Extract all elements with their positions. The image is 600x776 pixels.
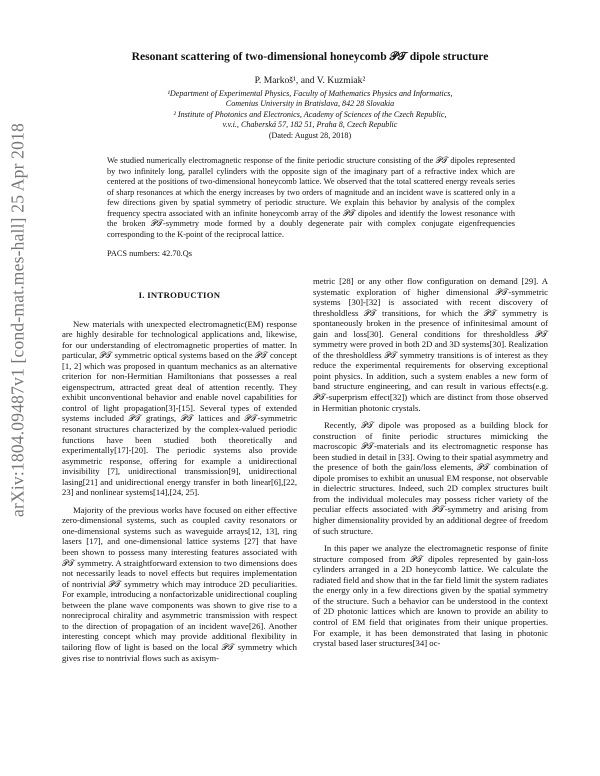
- paragraph: In this paper we analyze the electromagnetic response of finite structure composed from 𝒫𝒯 dipoles represented by gain-loss cylinders arranged in a 2D honeycomb lattice. We calculate the radiated field and show that in the far field limit the system radiates the energy only in a few directions given by the spatial symmetry of the structure. Such a behavior can be understood in the context of 2D photonic lattices which are known to provide an ability to control of EM field that originates from their unique properties. For example, it has been demonstrated that lasing in photonic crystal based laser structures[34] oc-: [313, 543, 548, 649]
- arxiv-sidebar: [4, 95, 32, 545]
- dated: (Dated: August 28, 2018): [268, 130, 352, 140]
- left-column: [62, 278, 297, 670]
- paragraph: Recently, 𝒫𝒯 dipole was proposed as a building block for construction of finite periodic structures mimicking the macroscopic 𝒫𝒯-materials and its electromagnetic response has been studied in detail in [33]. Owing to their spatial asymmetry and the presence of both the gain/loss elements, 𝒫𝒯 combination of dipole promises to exhibit an unusual EM response, not observable in dielectric structures. Indeed, such 2D complex structures built from the individual molecules may possess richer variety of the peculiar effects associated with 𝒫𝒯-symmetry and arising from higher dimensionality provided by an additional degree of freedom of such structure.: [313, 420, 548, 536]
- paper-title: Resonant scattering of two-dimensional honeycomb 𝒫𝒯 dipole structure: [131, 50, 489, 63]
- authors: P. Markoš¹, and V. Kuzmiak²: [254, 75, 366, 86]
- affiliation-line: ² Institute of Photonics and Electronics, Academy of Sciences of the Czech Republic,: [173, 109, 447, 119]
- affiliations: [60, 89, 560, 141]
- paragraph: metric [28] or any other flow configuration on demand [29]. A systematic exploration of higher dimensional 𝒫𝒯-symmetric systems [30]-[32] is associated with recent discovery of thresholdless 𝒫𝒯 transitions, for which the 𝒫𝒯 symmetry is spontaneously broken in the presence of infinitesimal amount of gain and loss[30]. General conditions for thresholdless 𝒫𝒯 symmetry were proved in both 2D and 3D systems[30]. Realization of the thresholdless 𝒫𝒯 symmetry transitions is of interest as they reduce the experimental requirements for observing exceptional point physics. In addition, such a system enables a new form of band structure engineering, and can result in various effects(e.g. 𝒫𝒯-superprism effect[32]) which are distinct from those observed in Hermitian photonic crystals.: [313, 276, 548, 413]
- right-column: [313, 276, 548, 656]
- pacs-numbers: PACS numbers: 42.70.Qs: [107, 249, 192, 258]
- paragraph: New materials with unexpected electromagnetic(EM) response are highly desirable for technological applications and, likewise, for our understanding of electromagnetic properties of matter. In particular, 𝒫𝒯 symmetric optical systems based on the 𝒫𝒯 concept [1, 2] which was proposed in quantum mechanics as an alternative criterion for non-Hermitian Hamiltonians that possesses a real eigenspectrum, attracted great deal of attention recently. They exhibit unconventional behavior and enable novel capabilities for control of light propagation[3]-[15]. Several types of extended systems included 𝒫𝒯 gratings, 𝒫𝒯 lattices and 𝒫𝒯-symmetric resonant structures characterized by the complex-valued periodic functions have been studied both theoretically and experimentally[17]-[20]. The periodic systems also provide asymmetric response, offering for example a unidirectional invisibility [7], unidirectional transmission[9], unidirectional lasing[21] and unidirectional energy transfer in both linear[6],[22, 23] and nonlinear systems[14],[24, 25].: [62, 318, 297, 498]
- paragraph: Majority of the previous works have focused on either effective zero-dimensional systems, such as coupled cavity resonators or one-dimensional systems such as waveguide arrays[12, 13], ring lasers [17], and one-dimensional lattice systems [27] that have been shown to possess many interesting features associated with 𝒫𝒯 symmetry. A straightforward extension to two dimensions does not necessarily leads to novel effects but requires implementation of nontrivial 𝒫𝒯 symmetry which may introduce 2D peculiarities. For example, introducing a nonfactorizable unidirectional coupling between the plane wave components was shown to give rise to a nonreciprocal chirality and asymmetric transmission with respect to the direction of propagation of an incident wave[26]. Another interesting concept which may provide additional flexibility in tailoring flow of light is based on the local 𝒫𝒯 symmetry which gives rise to nontrivial flows such as axisym-: [62, 504, 297, 663]
- affiliation-line: Comenius University in Bratislava, 842 28 Slovakia: [225, 99, 395, 109]
- arxiv-identifier: arXiv:1804.09487v1 [cond-mat.mes-hall] 25 Apr 2018: [7, 123, 28, 517]
- abstract: We studied numerically electromagnetic response of the finite periodic structure consisting of the 𝒫𝒯 dipoles represented by two infinitely long, parallel cylinders with the opposite sign of the imaginary part of a refractive index which are centered at the positions of two-dimensional honeycomb lattice. We observed that the total scattered energy reveals series of sharp resonances at which the energy increases by two orders of magnitude and an incident wave is scattered only in a few directions given by spatial symmetry of periodic structure. We explain this behavior by analysis of the complex frequency spectra associated with an infinite honeycomb array of the 𝒫𝒯 dipoles and identify the lowest resonance with the broken 𝒫𝒯-symmetry mode formed by a doubly degenerate pair with complex conjugate eigenfrequencies corresponding to the K-point of the reciprocal lattice.: [107, 156, 515, 239]
- affiliation-line: v.v.i., Chaberská 57, 182 51, Praha 8, Czech Republic: [222, 120, 398, 130]
- affiliation-line: ¹Department of Experimental Physics, Faculty of Mathematics Physics and Informatics,: [167, 89, 453, 98]
- section-heading: I. INTRODUCTION: [138, 290, 221, 300]
